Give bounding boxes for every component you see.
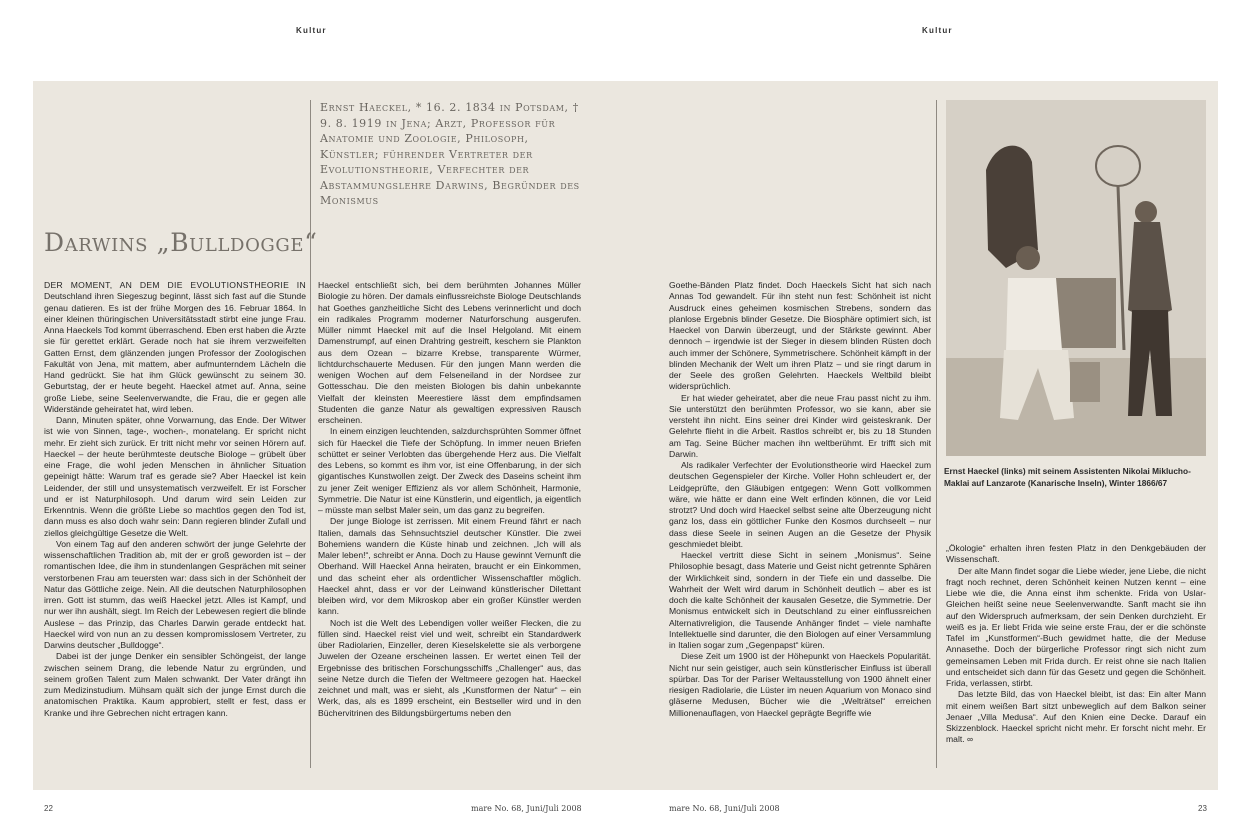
photo-caption: Ernst Haeckel (links) mit seinem Assistenten Nikolai Miklucho-Maklai auf Lanzarote (Kanarische Inseln), Winter 1866/67 [944,466,1191,488]
paragraph-3: Als radikaler Verfechter der Evolutionstheorie wird Haeckel zum deutschen Gegenspieler der Kirche. Voller Hohn schleudert er, der Leidgeprüfte, den Gläubigen entgegen: Wenn Gott vollkommen wäre, wie hätte er dann eine Welt erfinden können, die vor Leid strotzt? Und doch wird Haeckel selbst seine alte Überzeugung nicht ganz los, dass ein göttlicher Funke den Kosmos durchseelt – nur dass diese Seele in seinen Augen an die Gesetze der Physik geschmiedet bleibt. [669,460,931,549]
paragraph-1 [44,280,306,415]
paragraph-2: Er hat wieder geheiratet, aber die neue Frau passt nicht zu ihm. Sie unterstützt den berühmten Professor, wo sie kann, aber sie versteht ihn nicht. Eins seiner drei Kinder wird geisteskrank. Der Gelehrte flieht in die Arbeit. Rastlos schreibt er, bis zu 18 Stunden am Tag. Seine Bücher machen ihn weltberühmt. Er trifft sich mit Darwin. [669,392,931,459]
paragraph-3: Von einem Tag auf den anderen schwört der junge Gelehrte der wissenschaftlichen Tradition ab, mit der er groß geworden ist – der romantischen Idee, die ihm in stundenlangen Gesprächen mit seiner verstorbenen Frau am teuersten war: dass sich in der Schönheit der Natur das Göttliche zeige. Nein. All die deutschen Naturphilosophen irren. Gott ist stumm, das weiß Haeckel jetzt. Alles ist Kampf, und nur wer ihn aushält, siegt. Im Reich der Lebewesen regiert die blinde Auslese – das Prinzip, das Charles Darwin gerade entdeckt hat. Haeckel wird von nun an zu dessen kompromisslosem Vertreter, zu Darwins deutscher „Bulldogge“. [44,538,306,650]
paragraph-5: Diese Zeit um 1900 ist der Höhepunkt von Haeckels Popularität. Nicht nur sein geistiger, auch sein künstlerischer Einfluss ist überall spürbar. Das Tor der Pariser Weltausstellung von 1900 ähnelt einer riesigen Radiolarie, die Lüster im neuen Aquarium von Monaco sind gläserne Medusen, Bücher wie die „Welträtsel“ erreichen Millionenauflagen, von Haeckel geprägte Begriffe wie [669,651,931,718]
paragraph-2: Dann, Minuten später, ohne Vorwarnung, das Ende. Der Witwer ist wie von Sinnen, tage-, wochen-, monatelang. Er spricht nicht mehr. Er zieht sich zurück. Er tritt nicht mehr vor seinen Hörern auf. Haeckel – der heute berühmteste deutsche Biologe – grübelt über eine Frage, die wohl jeden Menschen in ähnlicher Situation gepeinigt hätte: Warum traf es gerade sie? Aber Haeckel ist kein Leidender, der still und unsystematisch verzweifelt. Er ist Forscher und er ist Naturphilosoph. Und darum wird sein Leiden zur Erkenntnis. Wenn die größte Liebe so machtlos gegen den Tod ist, dann muss es also doch wahr sein: Dann regieren blinder Zufall und ziellos gleichgültige Gesetze die Welt. [44,415,306,538]
paragraph-3: Der junge Biologe ist zerrissen. Mit einem Freund fährt er nach Italien, damals das Sehnsuchtsziel deutscher Künstler. Die zwei Bohemiens wandern die Küste hinab und zeichnen. „Ich will als Maler leben!“, schreibt er Anna. Doch zu Hause gewinnt Vernunft die Oberhand. Will Haeckel Anna heiraten, braucht er ein Einkommen, und das scheint eher als ordentlicher Wissenschaftler möglich. Haeckel ahnt, dass er vor der Leinwand künstlerischer Dilettant bleiben wird, vor dem Mikroskop aber ein großer Künstler werden kann. [318,516,581,617]
paragraph-2: In einem einzigen leuchtenden, salzdurchsprühten Sommer öffnet sich für Haeckel die Tiefe der Schöpfung. In immer neuen Briefen schüttet er seiner Verlobten das übergehende Herz aus. Die Vielfalt des Lebens, so kommt es ihm vor, ist eine Offenbarung, in der sich gigantisches Kunstwollen zeigt. Der Zweck des Daseins scheint ihm zu jener Zeit weniger Effizienz als vor allem Schönheit, Harmonie, Symmetrie. Die Natur ist eine Künstlerin, und eigentlich, ja eigentlich – müsste man selbst Maler sein, um das ganz zu begreifen. [318,426,581,515]
text-column-1 [44,280,306,719]
historical-photo [946,100,1206,456]
column-divider-2 [936,100,937,768]
paragraph-1: Goethe-Bänden Platz findet. Doch Haeckels Sicht hat sich nach Annas Tod gewandelt. Für ihn steht nun fest: Schönheit ist nicht Ausdruck eines geheimen kosmischen Strebens, sondern das planlose Ergebnis blinder Gesetze. Die Biosphäre optimiert sich, ist Haeckel von Darwin überzeugt, und der Stärkste gewinnt. Aber dennoch – irgendwie ist der Sieger in diesem blinden Rüsten doch auch immer der Schönere, Symmetrischere. Schönheit kämpft in der blinden Mechanik der Welt um ihren Platz – und sie ringt darum in der Seele des großen Gelehrten. Haeckels Weltbild bleibt widersprüchlich. [669,280,931,392]
photo-illustration [946,100,1206,456]
column-divider-1 [310,100,311,768]
page-number-left: 22 [44,804,53,813]
page-number-right: 23 [1198,804,1207,813]
paragraph-4: Haeckel vertritt diese Sicht in seinem „Monismus“. Seine Philosophie besagt, dass Materie und Geist nicht getrennte Sphären der Wirklichkeit sind, sondern in der Tiefe ein und dasselbe. Die Wahrheit der Welt wird darum in Schönheit deutlich – aber es ist doch die kalte Schönheit der kausalen Gesetze, die Symmetrie. Der Monismus entwickelt sich in Deutschland zu einer einflussreichen Alternativreligion, die Tausende Anhänger findet – viele namhafte Intellektuelle sind darunter, die den Biologen auf einer Versammlung in Italien sogar zum „Gegenpapst“ küren. [669,550,931,650]
issue-line-right: mare No. 68, Juni/Juli 2008 [669,804,780,813]
section-label-left: Kultur [296,26,327,35]
paragraph-1-text: Deutschland ihren Siegeszug beginnt, lässt sich fast auf die Stunde genau datieren. Es ist der frühe Morgen des 16. Februar 1864. In einer kleinen thüringischen Universitätsstadt stirbt eine junge Frau. Anna Haeckels Tod kommt überraschend. Eben erst haben die Ärzte sie für gerettet erklärt. Gerade noch hat sie ihrem verzweifelten Gatten Ernst, dem glänzenden jungen Professor der Zoologischen Fakultät von Jena, mit mattem, aber aufmunterndem Lächeln die Hand gedrückt. Sie hat ihm Glück gewünscht zu seinem 30. Geburtstag, der er heute begeht. Haeckel atmet auf. Anna, seine große Liebe, seine Seelenverwandte, die Frau, die er gegen alle Widerstände geheiratet hat, wird leben. [44,291,306,414]
paragraph-2: Der alte Mann findet sogar die Liebe wieder, jene Liebe, die nicht fragt noch rechnet, deren Schönheit keinen Nutzen kennt – eine Liebe wie die, die Anna einst ihm schenkte. Frida von Uslar-Gleichen heißt seine neue Seelenverwandte. Sanft macht sie ihn auf den Widerspruch aufmerksam, der sein Denken durchzieht. Er weiß es ja. Er liebt Frida wie seine erste Frau, der er die schönste Tafel im „Kunstformen“-Buch gewidmet hatte, die der Meduse Annasethe. Doch der bürgerliche Professor ringt sich nicht zum gemeinsamen Leben mit Frida durch. Er reist ohne sie nach Italien und entscheidet sich dann für das Gesetz und gegen die Schönheit. Frida, verlassen, stirbt. [946,565,1206,688]
paragraph-1: „Ökologie“ erhalten ihren festen Platz in den Denkgebäuden der Wissenschaft. [946,543,1206,565]
paragraph-3: Das letzte Bild, das von Haeckel bleibt, ist das: Ein alter Mann mit einem weißen Bart sitzt unbeweglich auf dem Balkon seiner Jenaer „Villa Medusa“. Auf den Knien eine Decke. Darauf ein Skizzenblock. Haeckel spricht nicht mehr. Er forscht nicht mehr. Er malt. ∞ [946,689,1206,745]
bio-box: Ernst Haeckel, * 16. 2. 1834 in Potsdam, † 9. 8. 1919 in Jena; Arzt, Professor für Anatomie und Zoologie, Philosoph, Künstler; führender Vertreter der Evolutionstheorie, Verfechter der Abstammungslehre Darwins, Begründer des Monismus [320,101,580,207]
paragraph-4: Dabei ist der junge Denker ein sensibler Schöngeist, der lange zwischen seinem Drang, die lebende Natur zu ergründen, und seinem großen Talent zum Malen schwankt. Der Vater drängt ihn zum Medizinstudium. Mühsam quält sich der junge Ernst durch die anatomischen Praktika. Kaum approbiert, stellt er fest, dass er Kranke und ihre Gebrechen nicht ertragen kann. [44,651,306,718]
paragraph-1: Haeckel entschließt sich, bei dem berühmten Johannes Müller Biologie zu hören. Der damals einflussreichste Biologe Deutschlands hat Goethes ganzheitliche Sicht des Lebens verinnerlicht und doch ein radikales Programm moderner Naturforschung ausgerufen. Müller nimmt Haeckel mit auf die Insel Helgoland. Mit einem Damenstrumpf, auf einen Drahtring gestreift, keschern sie Plankton aus dem Ozean – bizarre Krebse, transparente Würmer, lichtdurchschauerte Medusen. Für den jungen Mann werden die wenigen Wochen auf dem Felseneiland in der Nordsee zur Gottesschau. Die den meisten Biologen bis dahin unbekannte Vielfalt der kleinsten Meerestiere lässt dem empfindsamen Studenten die ganze Natur als gewaltigen expressiven Rausch erscheinen. [318,280,581,425]
lead-in: DER MOMENT, AN DEM DIE EVOLUTIONSTHEORIE IN [44,280,306,290]
section-label-right: Kultur [922,26,953,35]
text-column-2 [318,280,581,719]
article-headline: Darwins „Bulldogge“ [44,228,318,257]
issue-line-left: mare No. 68, Juni/Juli 2008 [471,804,582,813]
text-column-3 [669,280,931,719]
text-column-4 [946,543,1206,746]
paragraph-4: Noch ist die Welt des Lebendigen voller weißer Flecken, die zu füllen sind. Haeckel reist viel und weit, schreibt ein Standardwerk über Radiolarien, Einzeller, deren Kieselskelette sie als verborgene Juwelen der Ozeane erscheinen lassen. Er wertet einen Teil der Ergebnisse des britischen Forschungsschiffs „Challenger“ aus, das seine Netze durch die Tiefen der Weltmeere gezogen hat. Haeckel zeichnet und malt, was er sieht, als „Kunstformen der Natur“ – ein Werk, das, als es 1899 erscheint, ein Bestseller wird und in den Büchervitrinen des Bildungsbürgertums neben den [318,617,581,718]
